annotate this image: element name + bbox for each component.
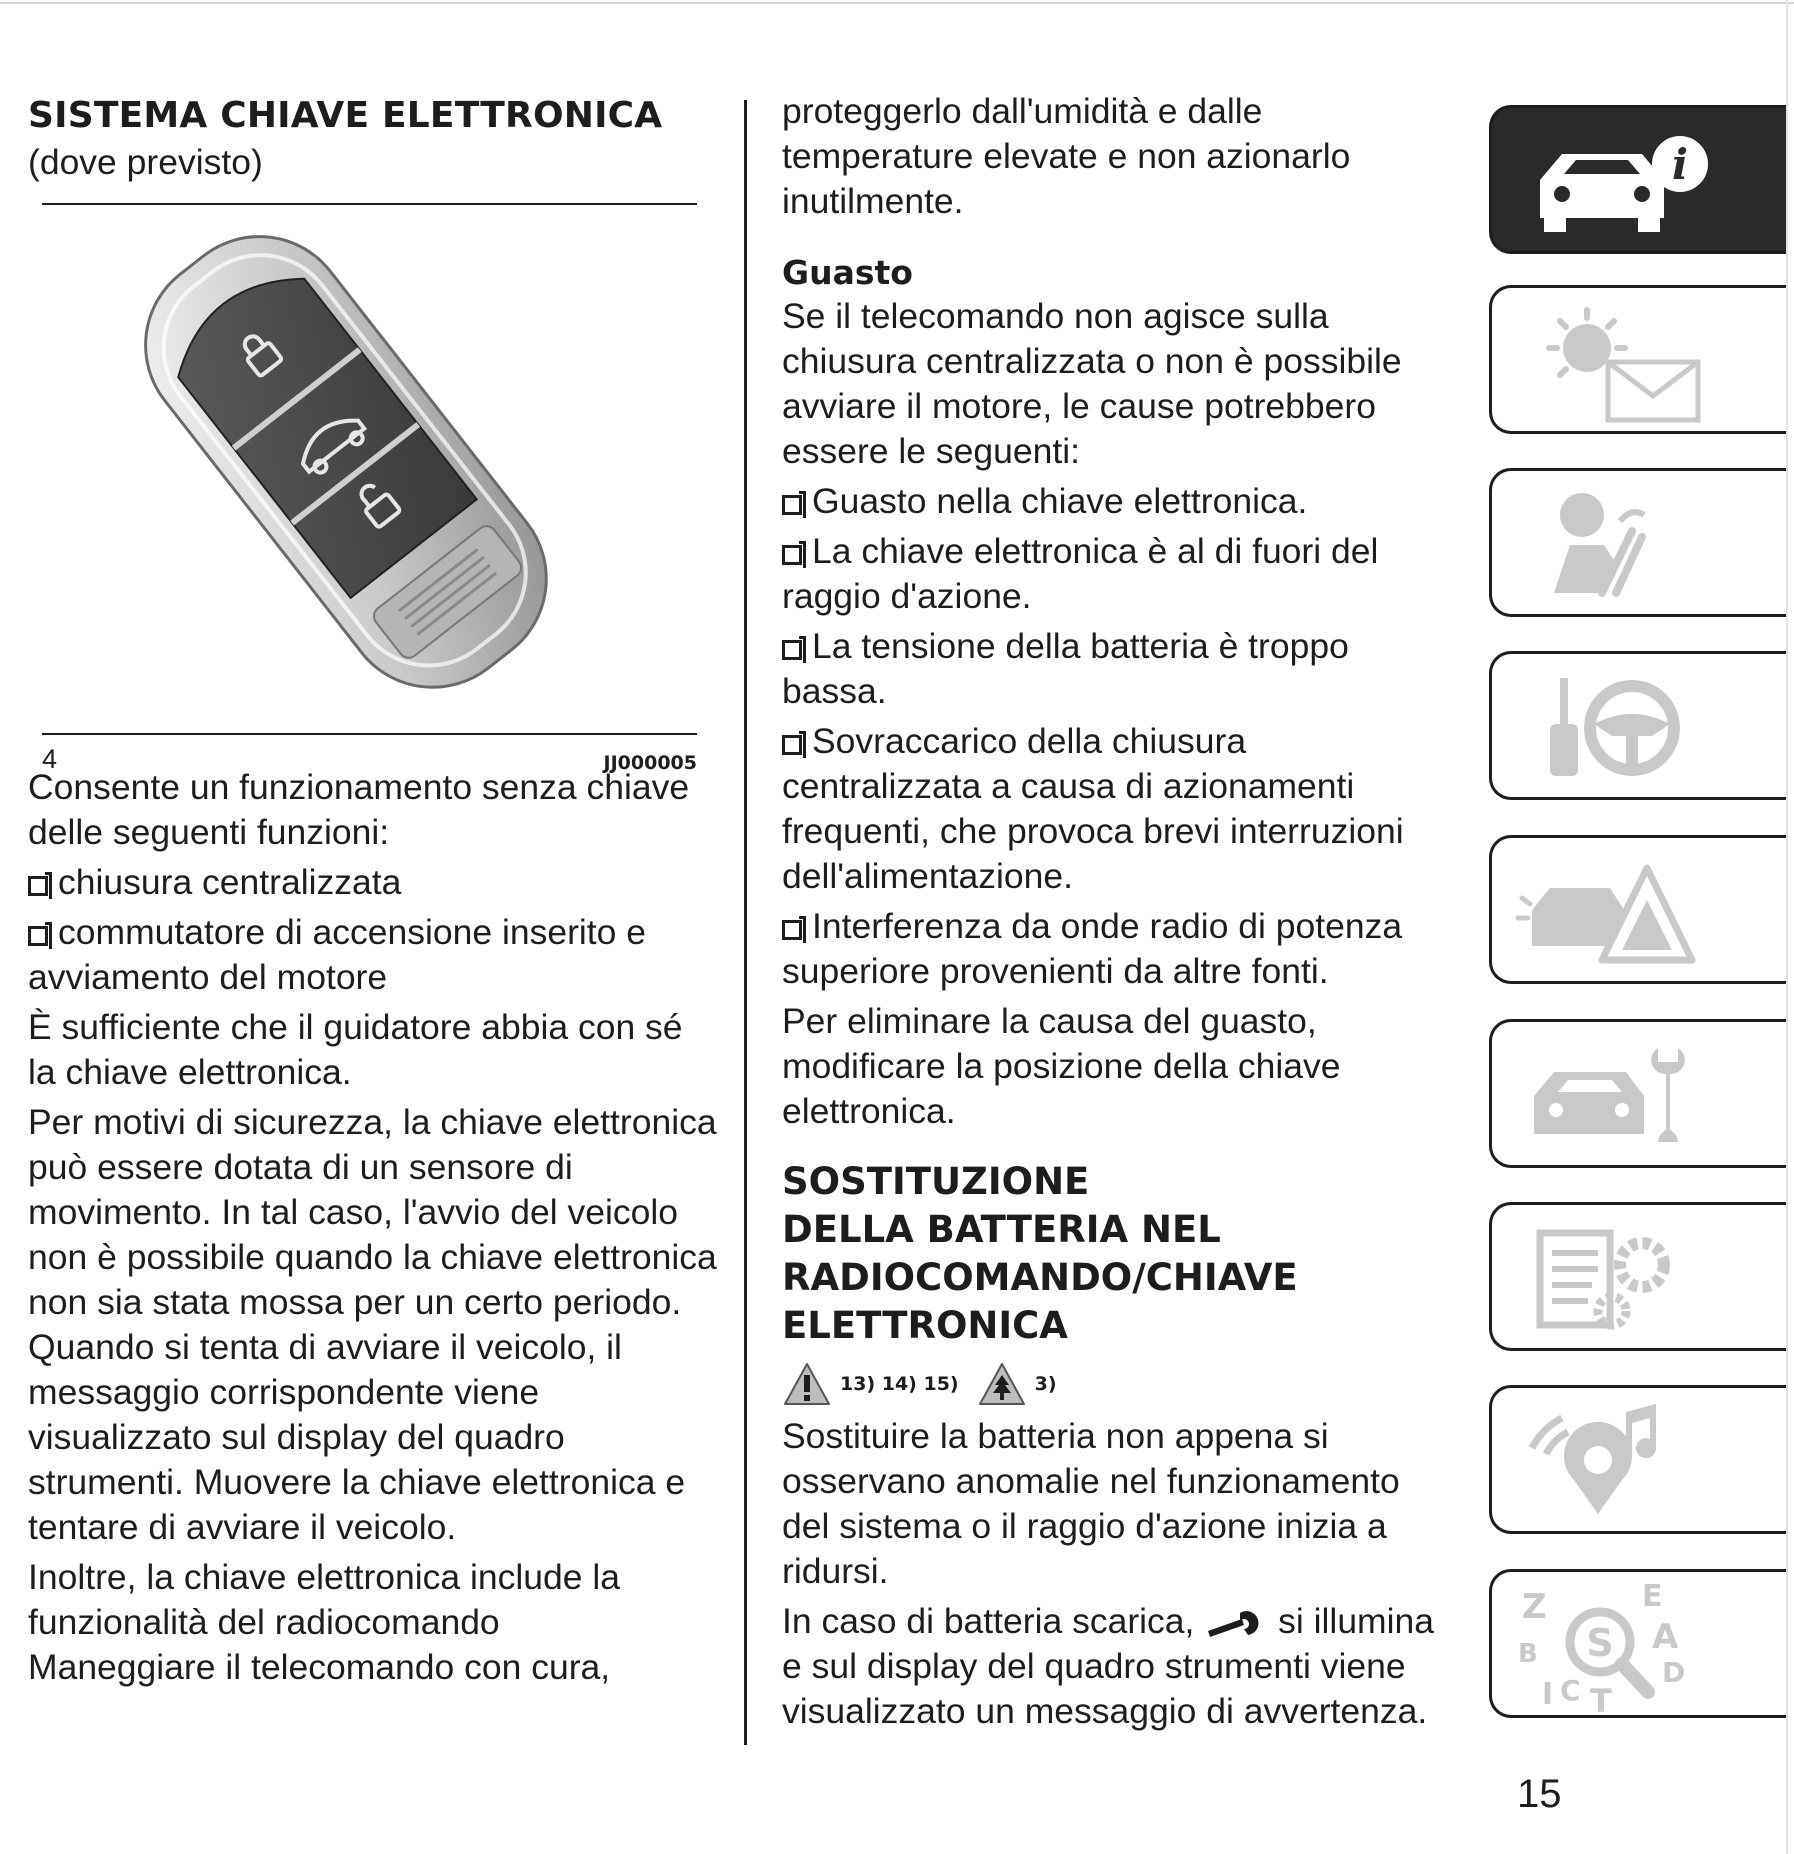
- tab-technical-data[interactable]: [1489, 1202, 1786, 1351]
- tab-car-info[interactable]: [1489, 105, 1786, 254]
- figure-frame: [42, 203, 697, 735]
- body-paragraph: Inoltre, la chiave elettronica include la funzionalità del radiocomando: [28, 1557, 621, 1642]
- checkbox-bullet-icon: [28, 876, 48, 896]
- top-rule: [0, 2, 1794, 4]
- guasto-intro: Se il telecomando non agisce sulla chiusura centralizzata o non è possibile avviare il motore, le cause potrebbero essere le seguenti:: [782, 296, 1402, 471]
- figure-code: JJ000005: [603, 752, 697, 774]
- checkbox-bullet-icon: [782, 735, 802, 755]
- svg-text:B: B: [1518, 1639, 1538, 1669]
- tab-multimedia[interactable]: [1489, 1385, 1786, 1534]
- battery-warning-paragraph: In caso di batteria scarica, si illumina e sul display del quadro strumenti viene visualizzato un messaggio di avvertenza.: [782, 1601, 1435, 1731]
- environment-reference: 3): [1034, 1372, 1057, 1395]
- environment-tree-icon: [977, 1361, 1027, 1407]
- lights-message-icon: [1492, 288, 1789, 437]
- body-paragraph: Maneggiare il telecomando con cura,: [28, 1647, 611, 1687]
- key-steering-wheel-icon: [1492, 654, 1789, 803]
- reference-icons: [782, 1356, 1447, 1412]
- svg-text:A: A: [1652, 1617, 1679, 1657]
- checkbox-bullet-icon: [782, 920, 802, 940]
- tab-emergency[interactable]: [1489, 835, 1786, 984]
- tab-starting-driving[interactable]: [1489, 651, 1786, 800]
- car-maintenance-icon: [1492, 1022, 1789, 1171]
- list-item: La chiave elettronica è al di fuori del raggio d'azione.: [782, 531, 1379, 616]
- list-item: chiusura centralizzata: [28, 860, 718, 905]
- index-search-icon: [1492, 1572, 1789, 1721]
- svg-text:I: I: [1542, 1677, 1554, 1712]
- tab-index[interactable]: [1489, 1569, 1786, 1718]
- tab-safety[interactable]: [1489, 468, 1786, 617]
- wrench-warning-icon: [1204, 1607, 1268, 1639]
- checkbox-bullet-icon: [28, 926, 48, 946]
- right-column: [782, 89, 1447, 1739]
- list-item: Interferenza da onde radio di potenza superiore provenienti da altre fonti.: [782, 906, 1403, 991]
- list-item: Sovraccarico della chiusura centralizzata a causa di azionamenti frequenti, che provoca brevi interruzioni dell'alimentazione.: [782, 721, 1404, 896]
- multimedia-icon: [1492, 1388, 1789, 1537]
- svg-text:E: E: [1642, 1579, 1663, 1614]
- tab-lights-messages[interactable]: [1489, 285, 1786, 434]
- svg-text:Z: Z: [1522, 1587, 1547, 1627]
- battery-section-title: SOSTITUZIONE DELLA BATTERIA NEL RADIOCOMANDO/CHIAVE ELETTRONICA: [782, 1160, 1298, 1347]
- car-info-icon: [1492, 108, 1789, 257]
- figure-number: 4: [42, 744, 58, 774]
- body-paragraph: Per motivi di sicurezza, la chiave elettronica può essere dotata di un sensore di movimento. In tal caso, l'avvio del veicolo non è possibile quando la chiave elettronica non sia stata mossa per un certo periodo. Quando si tenta di avviare il veicolo, il messaggio corrispondente viene visualizzato sul display del quadro strumenti. Muovere la chiave elettronica e tentare di avviare il veicolo.: [28, 1102, 717, 1547]
- section-subtitle: (dove previsto): [28, 142, 263, 182]
- column-divider: [744, 100, 747, 1745]
- airbag-seat-icon: [1492, 471, 1789, 620]
- body-paragraph: È sufficiente che il guidatore abbia con sé la chiave elettronica.: [28, 1007, 683, 1092]
- svg-text:S: S: [1586, 1621, 1614, 1665]
- guasto-outro: Per eliminare la causa del guasto, modificare la posizione della chiave elettronica.: [782, 1001, 1341, 1131]
- intro-paragraph: Consente un funzionamento senza chiave delle seguenti funzioni:: [28, 767, 690, 852]
- checkbox-bullet-icon: [782, 495, 802, 515]
- warning-references: 13) 14) 15): [840, 1372, 959, 1395]
- tab-maintenance[interactable]: [1489, 1019, 1786, 1168]
- emergency-warning-icon: [1492, 838, 1789, 987]
- figure-caption: [42, 735, 697, 774]
- section-title: SISTEMA CHIAVE ELETTRONICA: [28, 95, 663, 136]
- svg-text:T: T: [1590, 1682, 1612, 1720]
- list-item: commutatore di accensione inserito e avviamento del motore: [28, 912, 647, 997]
- svg-text:i: i: [1672, 140, 1688, 189]
- electronic-key-illustration: [42, 205, 697, 733]
- checkbox-bullet-icon: [782, 545, 802, 565]
- svg-text:D: D: [1662, 1656, 1686, 1689]
- battery-paragraph: Sostituire la batteria non appena si osservano anomalie nel funzionamento del sistema o il raggio d'azione inizia a ridursi.: [782, 1416, 1400, 1591]
- guasto-heading: Guasto: [782, 253, 913, 292]
- list-item: La tensione della batteria è troppo bassa.: [782, 626, 1349, 711]
- warning-triangle-icon: [782, 1361, 832, 1407]
- checkbox-bullet-icon: [782, 640, 802, 660]
- technical-data-icon: [1492, 1205, 1789, 1354]
- page-number: 15: [1517, 1772, 1562, 1816]
- left-column: [28, 92, 718, 1695]
- figure: [42, 203, 697, 774]
- list-item: Guasto nella chiave elettronica.: [782, 479, 1447, 524]
- svg-text:C: C: [1560, 1674, 1581, 1707]
- continued-paragraph: proteggerlo dall'umidità e dalle temperature elevate e non azionarlo inutilmente.: [782, 91, 1351, 221]
